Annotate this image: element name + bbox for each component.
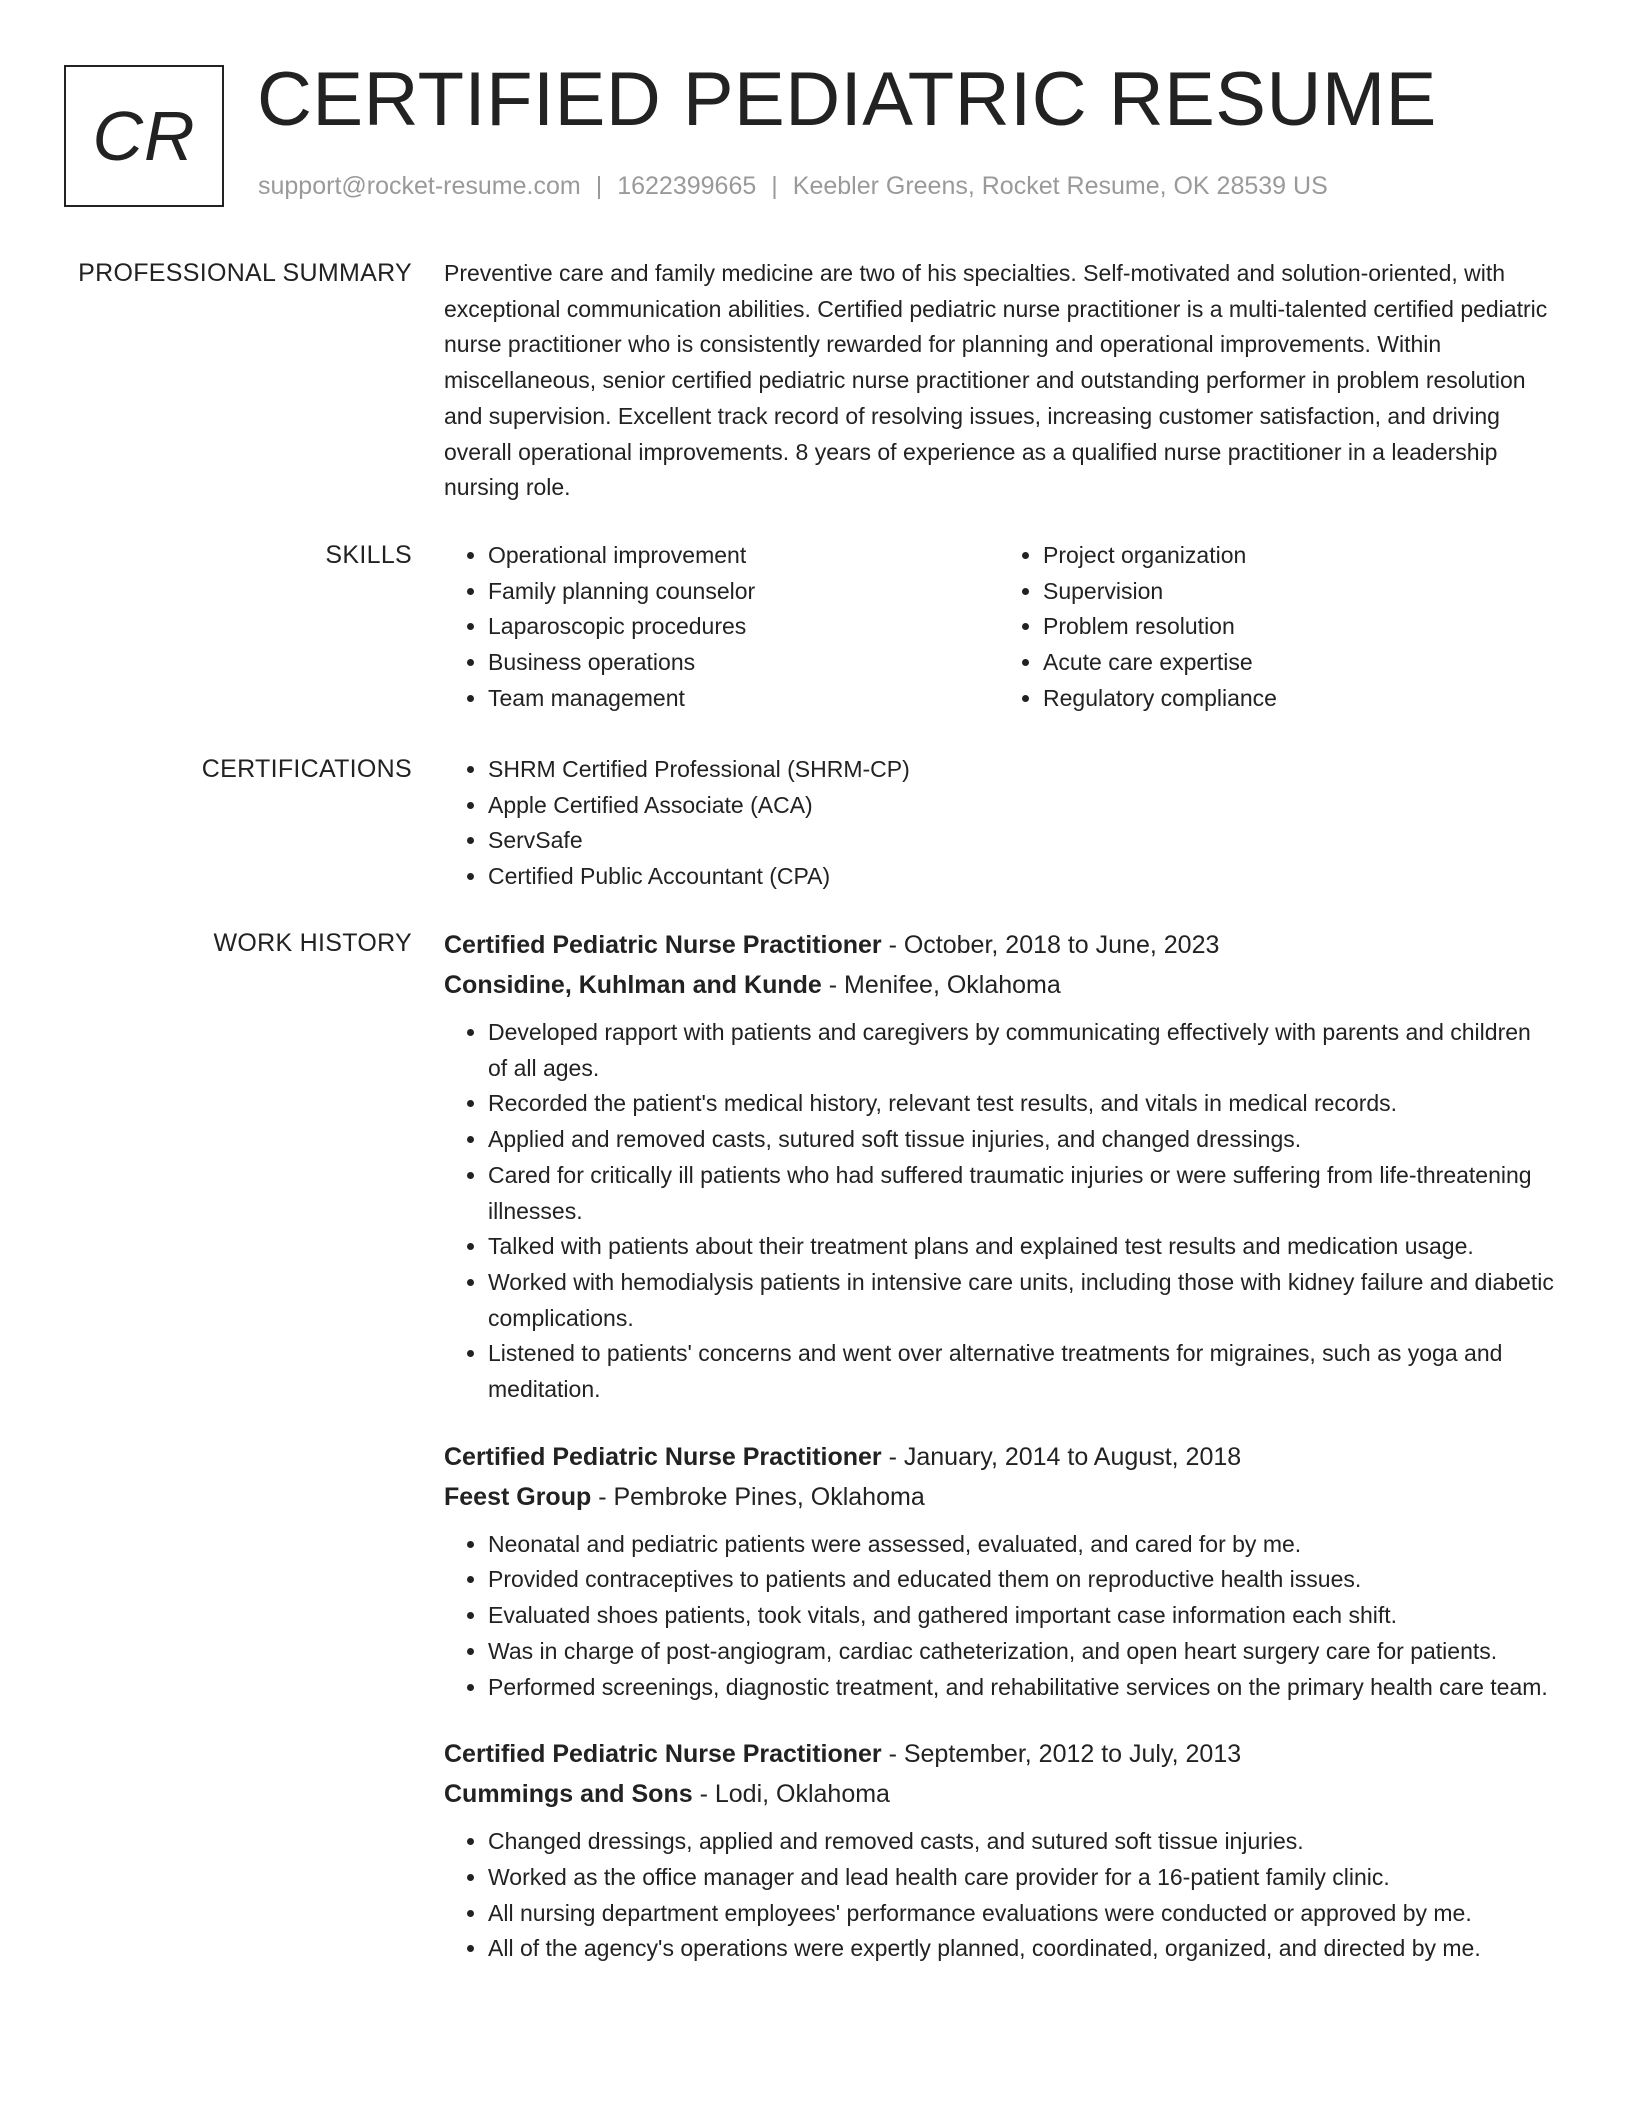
job-bullet: • Neonatal and pediatric patients were assessed, evaluated, and cared for by me. bbox=[488, 1527, 1554, 1563]
job-bullet: • Worked as the office manager and lead health care provider for a 16-patient family clinic. bbox=[488, 1860, 1554, 1896]
skills-content bbox=[444, 538, 1554, 717]
contact-address: Keebler Greens, Rocket Resume, OK 28539 US bbox=[792, 172, 1328, 200]
company-location: - Lodi, Oklahoma bbox=[692, 1780, 890, 1809]
contact-phone: 1622399665 bbox=[617, 172, 757, 200]
skills-label: SKILLS bbox=[325, 541, 412, 569]
job-bullet: • Listened to patients' concerns and went over alternative treatments for migraines, such as yoga and meditation. bbox=[488, 1336, 1554, 1407]
contact-separator: | bbox=[595, 172, 603, 200]
company-line bbox=[444, 965, 1554, 1005]
job-bullet: • Recorded the patient's medical history, relevant test results, and vitals in medical records. bbox=[488, 1086, 1554, 1122]
job-bullet: • Provided contraceptives to patients and educated them on reproductive health issues. bbox=[488, 1562, 1554, 1598]
job-bullet: • Performed screenings, diagnostic treatment, and rehabilitative services on the primary health care team. bbox=[488, 1670, 1554, 1706]
company-location: - Menifee, Oklahoma bbox=[821, 971, 1061, 999]
certifications-content bbox=[444, 752, 1554, 895]
job-bullets bbox=[444, 1015, 1554, 1408]
job-dates: - January, 2014 to August, 2018 bbox=[881, 1442, 1242, 1471]
job-title-line bbox=[444, 1437, 1554, 1477]
contact-line bbox=[258, 172, 1328, 201]
skill-item: • Project organization bbox=[1043, 538, 1554, 574]
certifications-list bbox=[444, 752, 1554, 895]
company-line bbox=[444, 1774, 1554, 1814]
job-entry bbox=[444, 1437, 1554, 1706]
certifications-label: CERTIFICATIONS bbox=[201, 755, 412, 783]
contact-separator: | bbox=[771, 172, 778, 200]
monogram-logo bbox=[64, 65, 224, 207]
certification-item: • SHRM Certified Professional (SHRM-CP) bbox=[488, 752, 1554, 788]
job-bullet: • Developed rapport with patients and caregivers by communicating effectively with parents and children of all ages. bbox=[488, 1015, 1554, 1086]
skills-list-left bbox=[444, 538, 999, 717]
skill-item: • Regulatory compliance bbox=[1043, 681, 1554, 717]
skill-item: • Business operations bbox=[488, 645, 999, 681]
skill-item: • Operational improvement bbox=[488, 538, 999, 574]
skills-list-right bbox=[999, 538, 1554, 717]
company-name: Feest Group bbox=[444, 1482, 592, 1511]
work-history-content bbox=[444, 925, 1554, 1967]
job-bullet: • All of the agency's operations were expertly planned, coordinated, organized, and directed by me. bbox=[488, 1931, 1554, 1967]
skill-item: • Supervision bbox=[1043, 574, 1554, 610]
certification-item: • Apple Certified Associate (ACA) bbox=[488, 788, 1554, 824]
company-location: - Pembroke Pines, Oklahoma bbox=[591, 1482, 925, 1511]
job-title-line bbox=[444, 925, 1554, 965]
job-entry bbox=[444, 925, 1554, 1408]
job-bullet: • Evaluated shoes patients, took vitals, and gathered important case information each shift. bbox=[488, 1598, 1554, 1634]
resume-title: CERTIFIED PEDIATRIC RESUME bbox=[257, 57, 1437, 142]
job-bullet: • Worked with hemodialysis patients in intensive care units, including those with kidney failure and diabetic complications. bbox=[488, 1265, 1554, 1336]
skill-item: • Problem resolution bbox=[1043, 609, 1554, 645]
skill-item: • Family planning counselor bbox=[488, 574, 999, 610]
company-name: Considine, Kuhlman and Kunde bbox=[444, 971, 822, 999]
company-line bbox=[444, 1477, 1554, 1517]
job-title-line bbox=[444, 1734, 1554, 1774]
skill-item: • Team management bbox=[488, 681, 999, 717]
job-bullets bbox=[444, 1824, 1554, 1967]
summary-label: PROFESSIONAL SUMMARY bbox=[78, 259, 412, 287]
job-bullet: • Was in charge of post-angiogram, cardiac catheterization, and open heart surgery care for patients. bbox=[488, 1634, 1554, 1670]
job-bullet: • All nursing department employees' performance evaluations were conducted or approved by me. bbox=[488, 1896, 1554, 1932]
job-bullet: • Applied and removed casts, sutured soft tissue injuries, and changed dressings. bbox=[488, 1122, 1554, 1158]
contact-email: support@rocket-resume.com bbox=[258, 172, 581, 200]
certification-item: • ServSafe bbox=[488, 823, 1554, 859]
summary-text: Preventive care and family medicine are two of his specialties. Self-motivated and solution-oriented, with exceptional communication abilities. Certified pediatric nurse practitioner is a multi-talented certified pediatric nurse practitioner who is consistently rewarded for planning and operational improvements. Within miscellaneous, senior certified pediatric nurse practitioner and outstanding performer in problem resolution and supervision. Excellent track record of resolving issues, increasing customer satisfaction, and driving overall operational improvements. 8 years of experience as a qualified nurse practitioner in a leadership nursing role. bbox=[444, 260, 1548, 501]
summary-content bbox=[444, 256, 1554, 506]
skill-item: • Laparoscopic procedures bbox=[488, 609, 999, 645]
job-bullet: • Talked with patients about their treatment plans and explained test results and medication usage. bbox=[488, 1229, 1554, 1265]
job-bullet: • Cared for critically ill patients who had suffered traumatic injuries or were suffering from life-threatening illnesses. bbox=[488, 1158, 1554, 1229]
work-history-label: WORK HISTORY bbox=[213, 929, 412, 957]
skill-item: • Acute care expertise bbox=[1043, 645, 1554, 681]
job-dates: - October, 2018 to June, 2023 bbox=[881, 931, 1220, 959]
job-title: Certified Pediatric Nurse Practitioner bbox=[444, 931, 882, 959]
job-bullet: • Changed dressings, applied and removed casts, and sutured soft tissue injuries. bbox=[488, 1824, 1554, 1860]
company-name: Cummings and Sons bbox=[444, 1780, 693, 1809]
job-entry bbox=[444, 1734, 1554, 1967]
job-title: Certified Pediatric Nurse Practitioner bbox=[444, 1740, 882, 1769]
job-title: Certified Pediatric Nurse Practitioner bbox=[444, 1442, 882, 1471]
job-dates: - September, 2012 to July, 2013 bbox=[881, 1740, 1242, 1769]
job-bullets bbox=[444, 1527, 1554, 1706]
certification-item: • Certified Public Accountant (CPA) bbox=[488, 859, 1554, 895]
skills-grid bbox=[444, 538, 1554, 717]
monogram-text: CR bbox=[92, 97, 196, 175]
